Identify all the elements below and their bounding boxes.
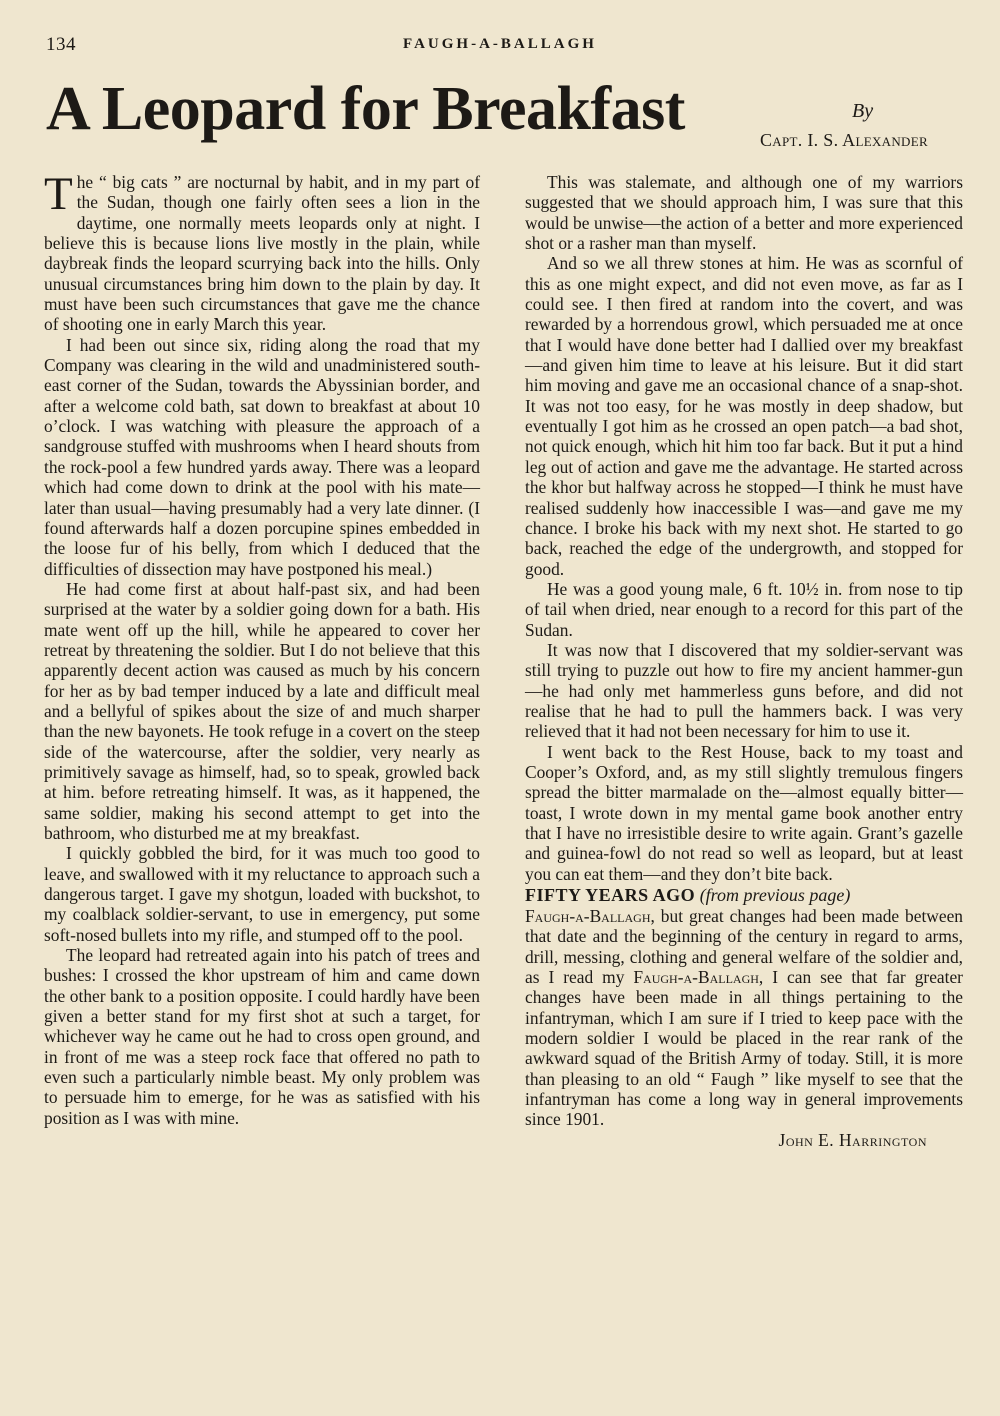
paragraph-8: He was a good young male, 6 ft. 10½ in. from nose to tip of tail when dried, near enough to a record for this part of the Sudan.: [525, 578, 963, 640]
continued-text-a: , but great changes had been made between that date and the beginning of the century in regard to arms, drill, messing, clothing and general welfare of the soldier and, as I read my: [525, 906, 963, 988]
article-title: A Leopard for Breakfast: [46, 75, 685, 143]
byline-author: Capt. I. S. Alexander: [760, 130, 928, 150]
continued-paragraph: [525, 906, 963, 1130]
paragraph-3: He had come first at about half-past six, and had been surprised at the water by a soldier going down for a bath. His mate went off up the hill, while he appeared to cover her retreat by threatening the soldier. But I do not believe that this apparently decent action was caused as much by his concern for her as by bad temper induced by a late and difficult meal and a bellyful of spikes about the size of and much sharper than the new bayonets. He took refuge in a covert on the steep side of the watercourse, after the soldier, very nearly as primitively savage as himself, had, so to speak, growled back at him. before retreating himself. It was, as it happened, the same soldier, making his second attempt to get into the bathroom, who disturbed me at my breakfast.: [44, 578, 480, 843]
paragraph-1: [44, 168, 480, 335]
continued-title: FIFTY YEARS AGO: [525, 885, 696, 906]
paragraph-9: It was now that I discovered that my soldier-servant was still trying to puzzle out how to fire my ancient hammer-gun—he had only met hammerless guns before, and did not realise that he had to pull the hammers back. I was very relieved that it had not been necessary for him to use it.: [525, 639, 963, 742]
paragraph-6: This was stalemate, and although one of my warriors suggested that we should approach him, I was sure that this would be unwise—the action of a better and more experienced shot or a rasher man than myself.: [525, 172, 963, 254]
paragraph-2: I had been out since six, riding along the road that my Company was clearing in the wild and unadministered south-east corner of the Sudan, towards the Abyssinian border, and after a welcome cold bath, sat down to breakfast at about 10 o’clock. I was watching with pleasure the approach of a sandgrouse stuffed with mushrooms when I heard shouts from the rock-pool a few hundred yards away. There was a leopard which had come down to drink at the pool with his mate—later than usual—having presumably had a very late dinner. (I found afterwards half a dozen porcupine spines embedded in the loose fur of his belly, from which I deduced that the difficulties of dissection may have postponed his meal.): [44, 334, 480, 579]
continued-lead: Faugh-a-Ballagh: [525, 906, 651, 927]
continued-heading: [525, 884, 963, 906]
paragraph-1-text: he “ big cats ” are nocturnal by habit, and in my part of the Sudan, though one fairly often sees a lion in the daytime, one normally meets leopards only at night. I believe this is because lions live mostly in the plain, while daybreak finds the leopard scurrying back into the hills. Only unusual circumstances bring him down to the plain by day. It must have been such circumstances that gave me the chance of shooting one in early March this year.: [44, 172, 480, 335]
paragraph-5: The leopard had retreated again into his patch of trees and bushes: I crossed the khor upstream of him and came down the other bank to a position opposite. I could hardly have been given a better stand for my first shot at such a target, for whichever way he came out he had to cross open ground, and in front of me was a steep rock face that offered no path to even such a particularly nimble beast. My only problem was to persuade him to emerge, for he was as satisfied with his position as I was with mine.: [44, 945, 480, 1128]
page-number: 134: [46, 34, 76, 55]
continued-text-b: , I can see that far greater changes have been made in all things pertaining to the infantryman, which I am sure if I tried to keep pace with the modern soldier I would be placed in the rear rank of the awkward squad of the British Army of today. Still, it is more than pleasing to an old “ Faugh ” like myself to see that the infantryman has come a long way in general improvements since 1901.: [525, 967, 963, 1130]
right-column: [525, 172, 963, 1150]
continued-subtitle: (from previous page): [699, 885, 851, 906]
drop-cap: T: [44, 168, 73, 220]
signature: John E. Harrington: [778, 1129, 927, 1150]
running-head: FAUGH-A-BALLAGH: [403, 36, 597, 52]
byline-by: By: [852, 100, 874, 122]
paragraph-4: I quickly gobbled the bird, for it was much too good to leave, and swallowed with it my reluctance to approach such a dangerous target. I gave my shotgun, loaded with buckshot, to my coalblack soldier-servant, to use in emergency, put some soft-nosed bullets into my rifle, and stumped off to the pool.: [44, 843, 480, 945]
paragraph-7: And so we all threw stones at him. He was as scornful of this as one might expect, and did not even move, as far as I could see. I then fired at random into the covert, and was rewarded by a horrendous growl, which persuaded me at once that I would have done better had I dallied over my breakfast—and given him time to leave at his leisure. But it did start him moving and gave me an occasional chance of a snap-shot. It was not too easy, for he was mostly in deep shadow, but eventually I got him as he crossed an open patch—a bad shot, not quick enough, which hit him too far back. But it put a hind leg out of action and gave me the advantage. He started across the khor but halfway across he stopped—I think he must have realised suddenly how inaccessible I was—and gave me my chance. I broke his back with my next shot. He started to go back, reached the edge of the undergrowth, and stopped for good.: [525, 253, 963, 579]
continued-lead-2: Faugh-a-Ballagh: [633, 967, 759, 988]
paragraph-10: I went back to the Rest House, back to my toast and Cooper’s Oxford, and, as my still slightly tremulous fingers spread the bitter marmalade on the—almost equally bitter—toast, I wrote down in my mental game book another entry that I have no irresistible desire to write again. Grant’s gazelle and guinea-fowl do not read so well as leopard, but at least you can eat them—and they don’t bite back.: [525, 741, 963, 884]
left-column: [44, 168, 480, 1128]
